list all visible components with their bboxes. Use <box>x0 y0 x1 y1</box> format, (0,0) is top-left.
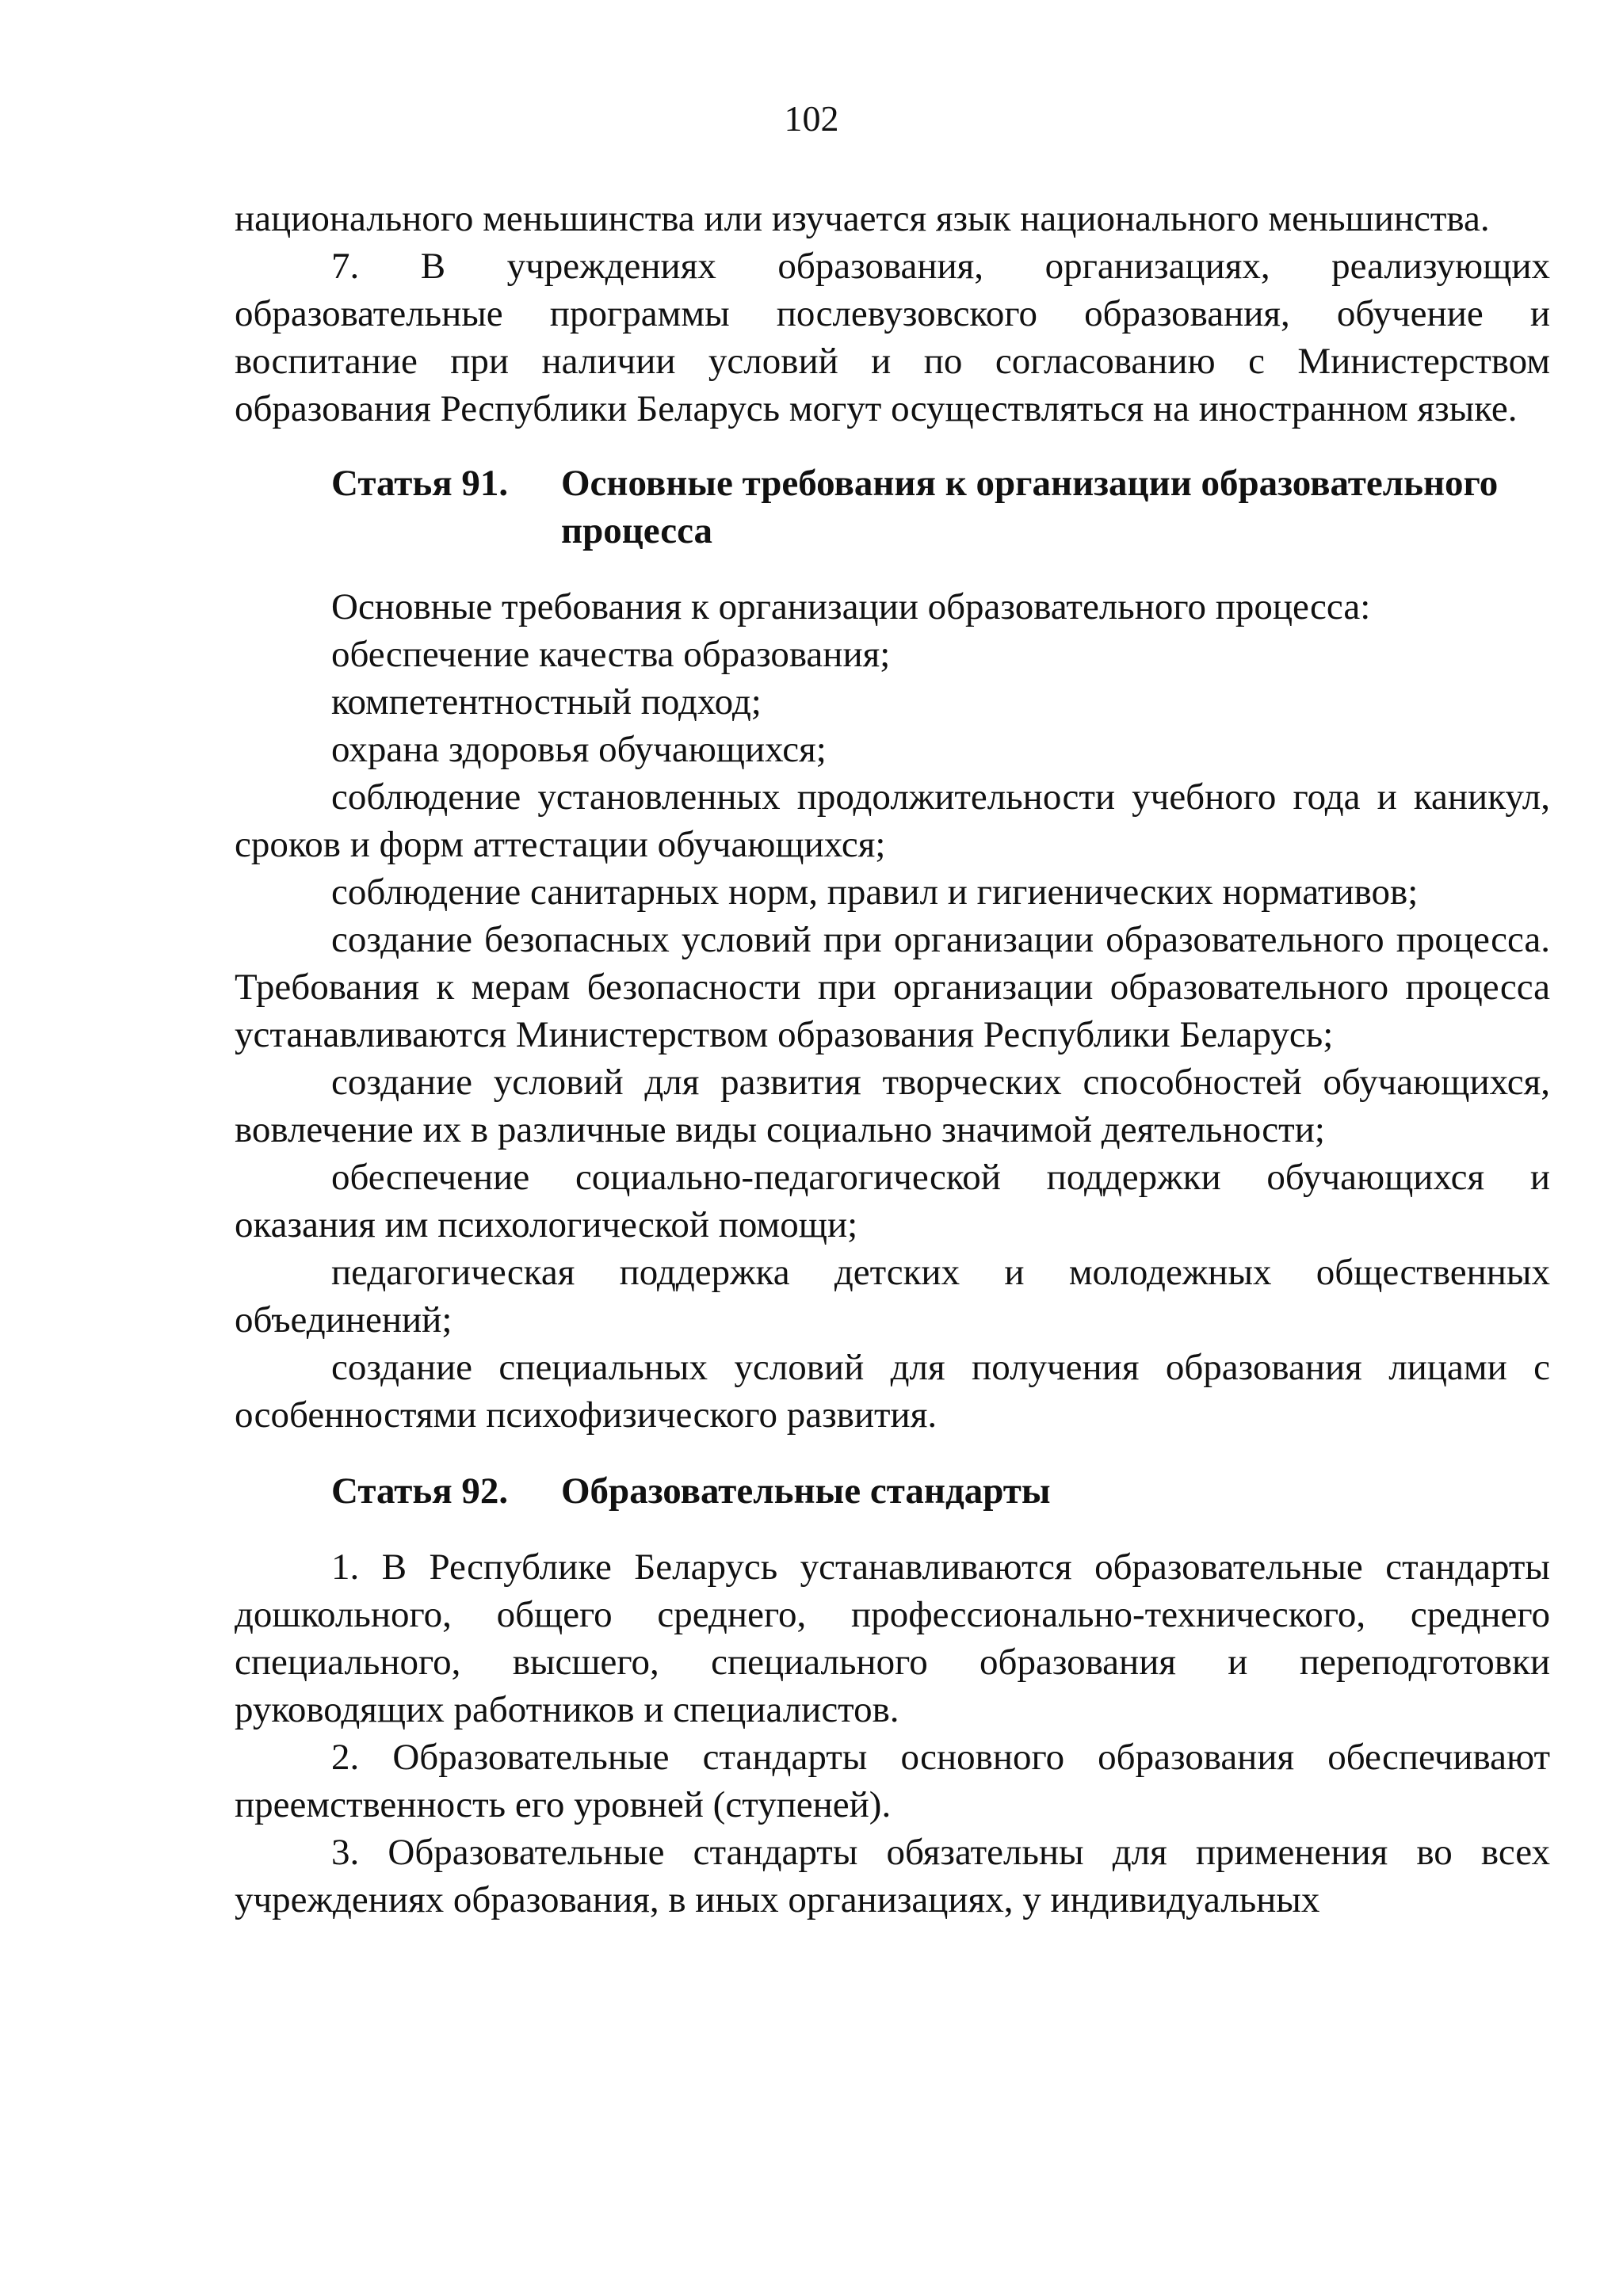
article-91-item: создание специальных условий для получения образования лицами с особенностями психофизического развития. <box>235 1347 1550 1436</box>
article-92-item-2: 2. Образовательные стандарты основного образования обеспечивают преемственность его уровней (ступеней). <box>235 1737 1550 1825</box>
article-91-item: обеспечение социально-педагогической поддержки обучающихся и оказания им психологической помощи; <box>235 1157 1550 1245</box>
article-91-item: компетентностный подход; <box>331 681 762 723</box>
article-91-label: Статья 91. <box>331 463 509 504</box>
paragraph-item-7: 7. В учреждениях образования, организациях, реализующих образовательные программы послевузовского образования, обучение и воспитание при наличии условий и по согласованию с Министерством образования Республики Беларусь могут осуществляться на иностранном языке. <box>235 246 1550 429</box>
article-92-label: Статья 92. <box>331 1470 509 1512</box>
page-body <box>235 195 1550 1924</box>
article-91-item: создание безопасных условий при организации образовательного процесса. Требования к мерам безопасности при организации образовательного процесса устанавливаются Министерством образования Республики Беларусь; <box>235 919 1550 1055</box>
page-number: 102 <box>784 98 839 139</box>
article-92-item-1: 1. В Республике Беларусь устанавливаются образовательные стандарты дошкольного, общего среднего, профессионально-технического, среднего специального, высшего, специального образования и переподготовки руководящих работников и специалистов. <box>235 1547 1550 1730</box>
article-91-item: соблюдение санитарных норм, правил и гигиенических нормативов; <box>331 871 1419 913</box>
article-91-item: соблюдение установленных продолжительности учебного года и каникул, сроков и форм аттестации обучающихся; <box>235 776 1550 865</box>
article-91-heading <box>331 460 1550 555</box>
article-91-item: обеспечение качества образования; <box>331 634 891 675</box>
article-92-item-3: 3. Образовательные стандарты обязательны для применения во всех учреждениях образования, в иных организациях, у индивидуальных <box>235 1832 1550 1920</box>
paragraph-continuation: национального меньшинства или изучается язык национального меньшинства. <box>235 198 1490 239</box>
article-91-item: создание условий для развития творческих способностей обучающихся, вовлечение их в различные виды социально значимой деятельности; <box>235 1062 1550 1150</box>
article-91-intro: Основные требования к организации образовательного процесса: <box>331 586 1371 627</box>
article-92-heading <box>331 1467 1550 1515</box>
article-91-item: педагогическая поддержка детских и молодежных общественных объединений; <box>235 1252 1550 1341</box>
article-91-title: Основные требования к организации образовательного процесса <box>561 463 1499 551</box>
article-92-title: Образовательные стандарты <box>561 1470 1051 1512</box>
article-91-item: охрана здоровья обучающихся; <box>331 729 827 770</box>
